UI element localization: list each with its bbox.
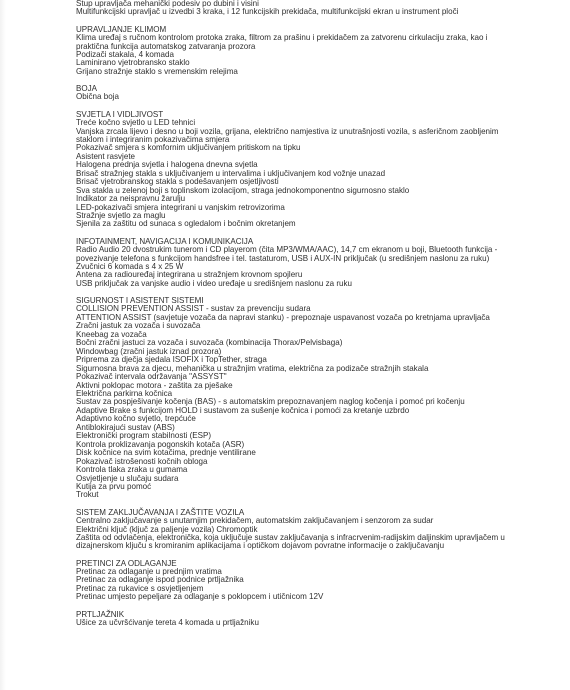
spec-item: Pokazivač smjera s komfornim uključivanjem pritiskom na tipku — [76, 143, 301, 153]
spec-item: Aktivni poklopac motora - zaštita za pješake — [76, 380, 233, 390]
spec-section — [76, 560, 522, 602]
spec-item: Pretinac za odlaganje u prednjim vratima — [76, 567, 222, 576]
spec-item: Obična boja — [76, 92, 119, 102]
spec-item: Asistent rasvjete — [76, 151, 136, 161]
spec-item: Brisač vjetrobranskog stakla s podešavanjem osjetljivosti — [76, 177, 279, 187]
spec-item: Električni ključ (ključ za paljenje vozila) Chromoptik — [76, 524, 258, 534]
spec-item: Pretinac umjesto pepeljare za odlaganje s poklopcem i utičnicom 12V — [76, 592, 324, 602]
section-heading: SISTEM ZAKLJUČAVANJA I ZAŠTITE VOZILA — [76, 507, 245, 517]
spec-item: Vanjska zrcala lijevo i desno u boji vozila, grijana, električno namjestiva iz unutrašnjosti vozila, s asferičnom zaobljenim staklom i integriranim pokazivačima smjera — [76, 126, 499, 144]
spec-item: Klima uređaj s ručnom kontrolom protoka zraka, filtrom za prašinu i prekidačem za zatvorenu cirkulaciju zraka, kao i praktična funkcija automatskog zatvaranja prozora — [76, 33, 488, 51]
spec-item: Podizači stakala, 4 komada — [76, 49, 174, 59]
spec-item: USB priključak za vanjske audio i video uređaje u središnjem naslonu za ruku — [76, 278, 352, 288]
spec-item: Windowbag (zračni jastuk iznad prozora) — [76, 346, 222, 356]
spec-item: COLLISION PREVENTION ASSIST - sustav za prevenciju sudara — [76, 304, 311, 314]
spec-item: Sjenila za zaštitu od sunaca s ogledalom i bočnim okretanjem — [76, 219, 296, 229]
spec-item: Centralno zaključavanje s unutarnjim prekidačem, automatskim zaključavanjem i senzorom za sudar — [76, 516, 434, 526]
section-heading: UPRAVLJANJE KLIMOM — [76, 24, 167, 34]
spec-item: Kneebag za vozača — [76, 329, 147, 339]
spec-item: Multifunkcijski upravljač u izvedbi 3 kraka, i 12 funkcijskih prekidača, multifunkcijski ekran u instrument ploči — [76, 7, 459, 17]
spec-section — [76, 26, 522, 77]
spec-item: Stražnje svjetlo za maglu — [76, 211, 166, 221]
spec-item: Grijano stražnje staklo s vremenskim relejima — [76, 66, 238, 76]
section-heading: SVJETLA I VIDLJIVOST — [76, 109, 164, 119]
spec-item: LED-pokazivači smjera integrirani u vanjskim retrovizorima — [76, 202, 285, 212]
section-heading: PRETINCI ZA ODLAGANJE — [76, 558, 177, 568]
spec-item: Pretinac za odlaganje ispod podnice prtljažnika — [76, 575, 244, 585]
spec-item: Zračni jastuk za vozača i suvozača — [76, 321, 201, 331]
spec-item: Kontrola proklizavanja pogonskih kotača (ASR) — [76, 439, 245, 449]
spec-item: ATTENTION ASSIST (savjetuje vozača da napravi stanku) - prepoznaje uspavanost vozača po kretnjama upravljača — [76, 312, 490, 322]
equipment-list — [76, 0, 522, 636]
spec-item: Zvučnici 6 komada s 4 x 25 W — [76, 261, 184, 271]
spec-item: Sigurnosna brava za djecu, mehanička u stražnjim vratima, električna za podizače stražnjih stakala — [76, 363, 429, 373]
spec-section — [76, 111, 522, 229]
spec-item: Antiblokirajući sustav (ABS) — [76, 422, 175, 432]
spec-item: Pretinac za rukavice s osvjetljenjem — [76, 583, 204, 593]
spec-item: Zaštita od odvlačenja, elektronička, koja uključuje sustav zaključavanja s infracrvenim-radijskim daljinskim upravljačem u dizajnerskom ključu s kromiranim aplikacijama i optičkom dojavom povratne informacije o zaključavanju — [76, 532, 505, 551]
spec-item: Električna parkirna kočnica — [76, 389, 173, 399]
spec-item: Priprema za dječja sjedala ISOFIX i TopTether, straga — [76, 355, 267, 365]
spec-item: Sustav za pospješivanje kočenja (BAS) - s automatskim prepoznavanjem naglog kočenja i pomoć pri kočenju — [76, 397, 465, 407]
spec-item: Stup upravljača mehanički podesiv po dubini i visini — [76, 0, 259, 8]
section-heading: BOJA — [76, 84, 98, 93]
page-edge-shadow — [0, 0, 6, 690]
spec-item: Pokazivač intervala održavanja "ASSYST" — [76, 372, 227, 382]
section-heading: SIGURNOST I ASISTENT SISTEMI — [76, 296, 204, 306]
spec-item: Laminirano vjetrobransko staklo — [76, 58, 190, 68]
spec-section — [76, 0, 522, 17]
spec-item: Adaptivno kočno svjetlo, trepćuće — [76, 414, 196, 424]
spec-section — [76, 297, 522, 500]
spec-item: Radio Audio 20 dvostrukim tunerom i CD playerom (čita MP3/WMA/AAC), 14,7 cm ekranom u boji, Bluetooth funkcija - povezivanje telefona s funkcijom handsfree i tel. tastaturom, USB i AUX-IN priključak (u središnjem naslonu za ruku) — [76, 245, 498, 263]
spec-item: Kutija za prvu pomoć — [76, 482, 152, 491]
spec-item: Indikator za neispravnu žarulju — [76, 194, 186, 204]
spec-item: Osvjetljenje u slučaju sudara — [76, 473, 179, 483]
spec-section — [76, 238, 522, 289]
spec-item: Bočni zračni jastuci za vozača i suvozača (kombinacija Thorax/Pelvisbaga) — [76, 338, 343, 348]
spec-item: Antena za radiouređaj integrirana u stražnjem krovnom spojleru — [76, 270, 303, 280]
spec-item: Elektronički program stabilnosti (ESP) — [76, 431, 212, 441]
spec-item: Kontrola tlaka zraka u gumama — [76, 465, 188, 475]
spec-item: Trokut — [76, 490, 99, 500]
spec-item: Ušice za učvršćivanje tereta 4 komada u prtljažniku — [76, 617, 259, 627]
spec-item: Sva stakla u zelenoj boji s toplinskom izolacijom, straga jednokomponentno sigurnosno staklo — [76, 185, 410, 195]
spec-item: Brisač stražnjeg stakla s uključivanjem u intervalima i uključivanjem kod vožnje unazad — [76, 168, 386, 178]
section-heading: INFOTAINMENT, NAVIGACIJA I KOMUNIKACIJA — [76, 236, 254, 246]
section-heading: PRTLJAŽNIK — [76, 609, 125, 619]
spec-item: Treće kočno svjetlo u LED tehnici — [76, 118, 196, 128]
spec-item: Pokazivač istrošenosti kočnih obloga — [76, 456, 208, 466]
spec-item: Halogena prednja svjetla i halogena dnevna svjetla — [76, 160, 258, 170]
spec-item: Disk kočnice na svim kotačima, prednje ventilirane — [76, 448, 256, 458]
spec-section — [76, 611, 522, 628]
spec-section — [76, 85, 522, 102]
spec-section — [76, 509, 522, 551]
spec-item: Adaptive Brake s funkcijom HOLD i sustavom za sušenje kočnica i pomoći za kretanje uzbrdo — [76, 405, 410, 415]
